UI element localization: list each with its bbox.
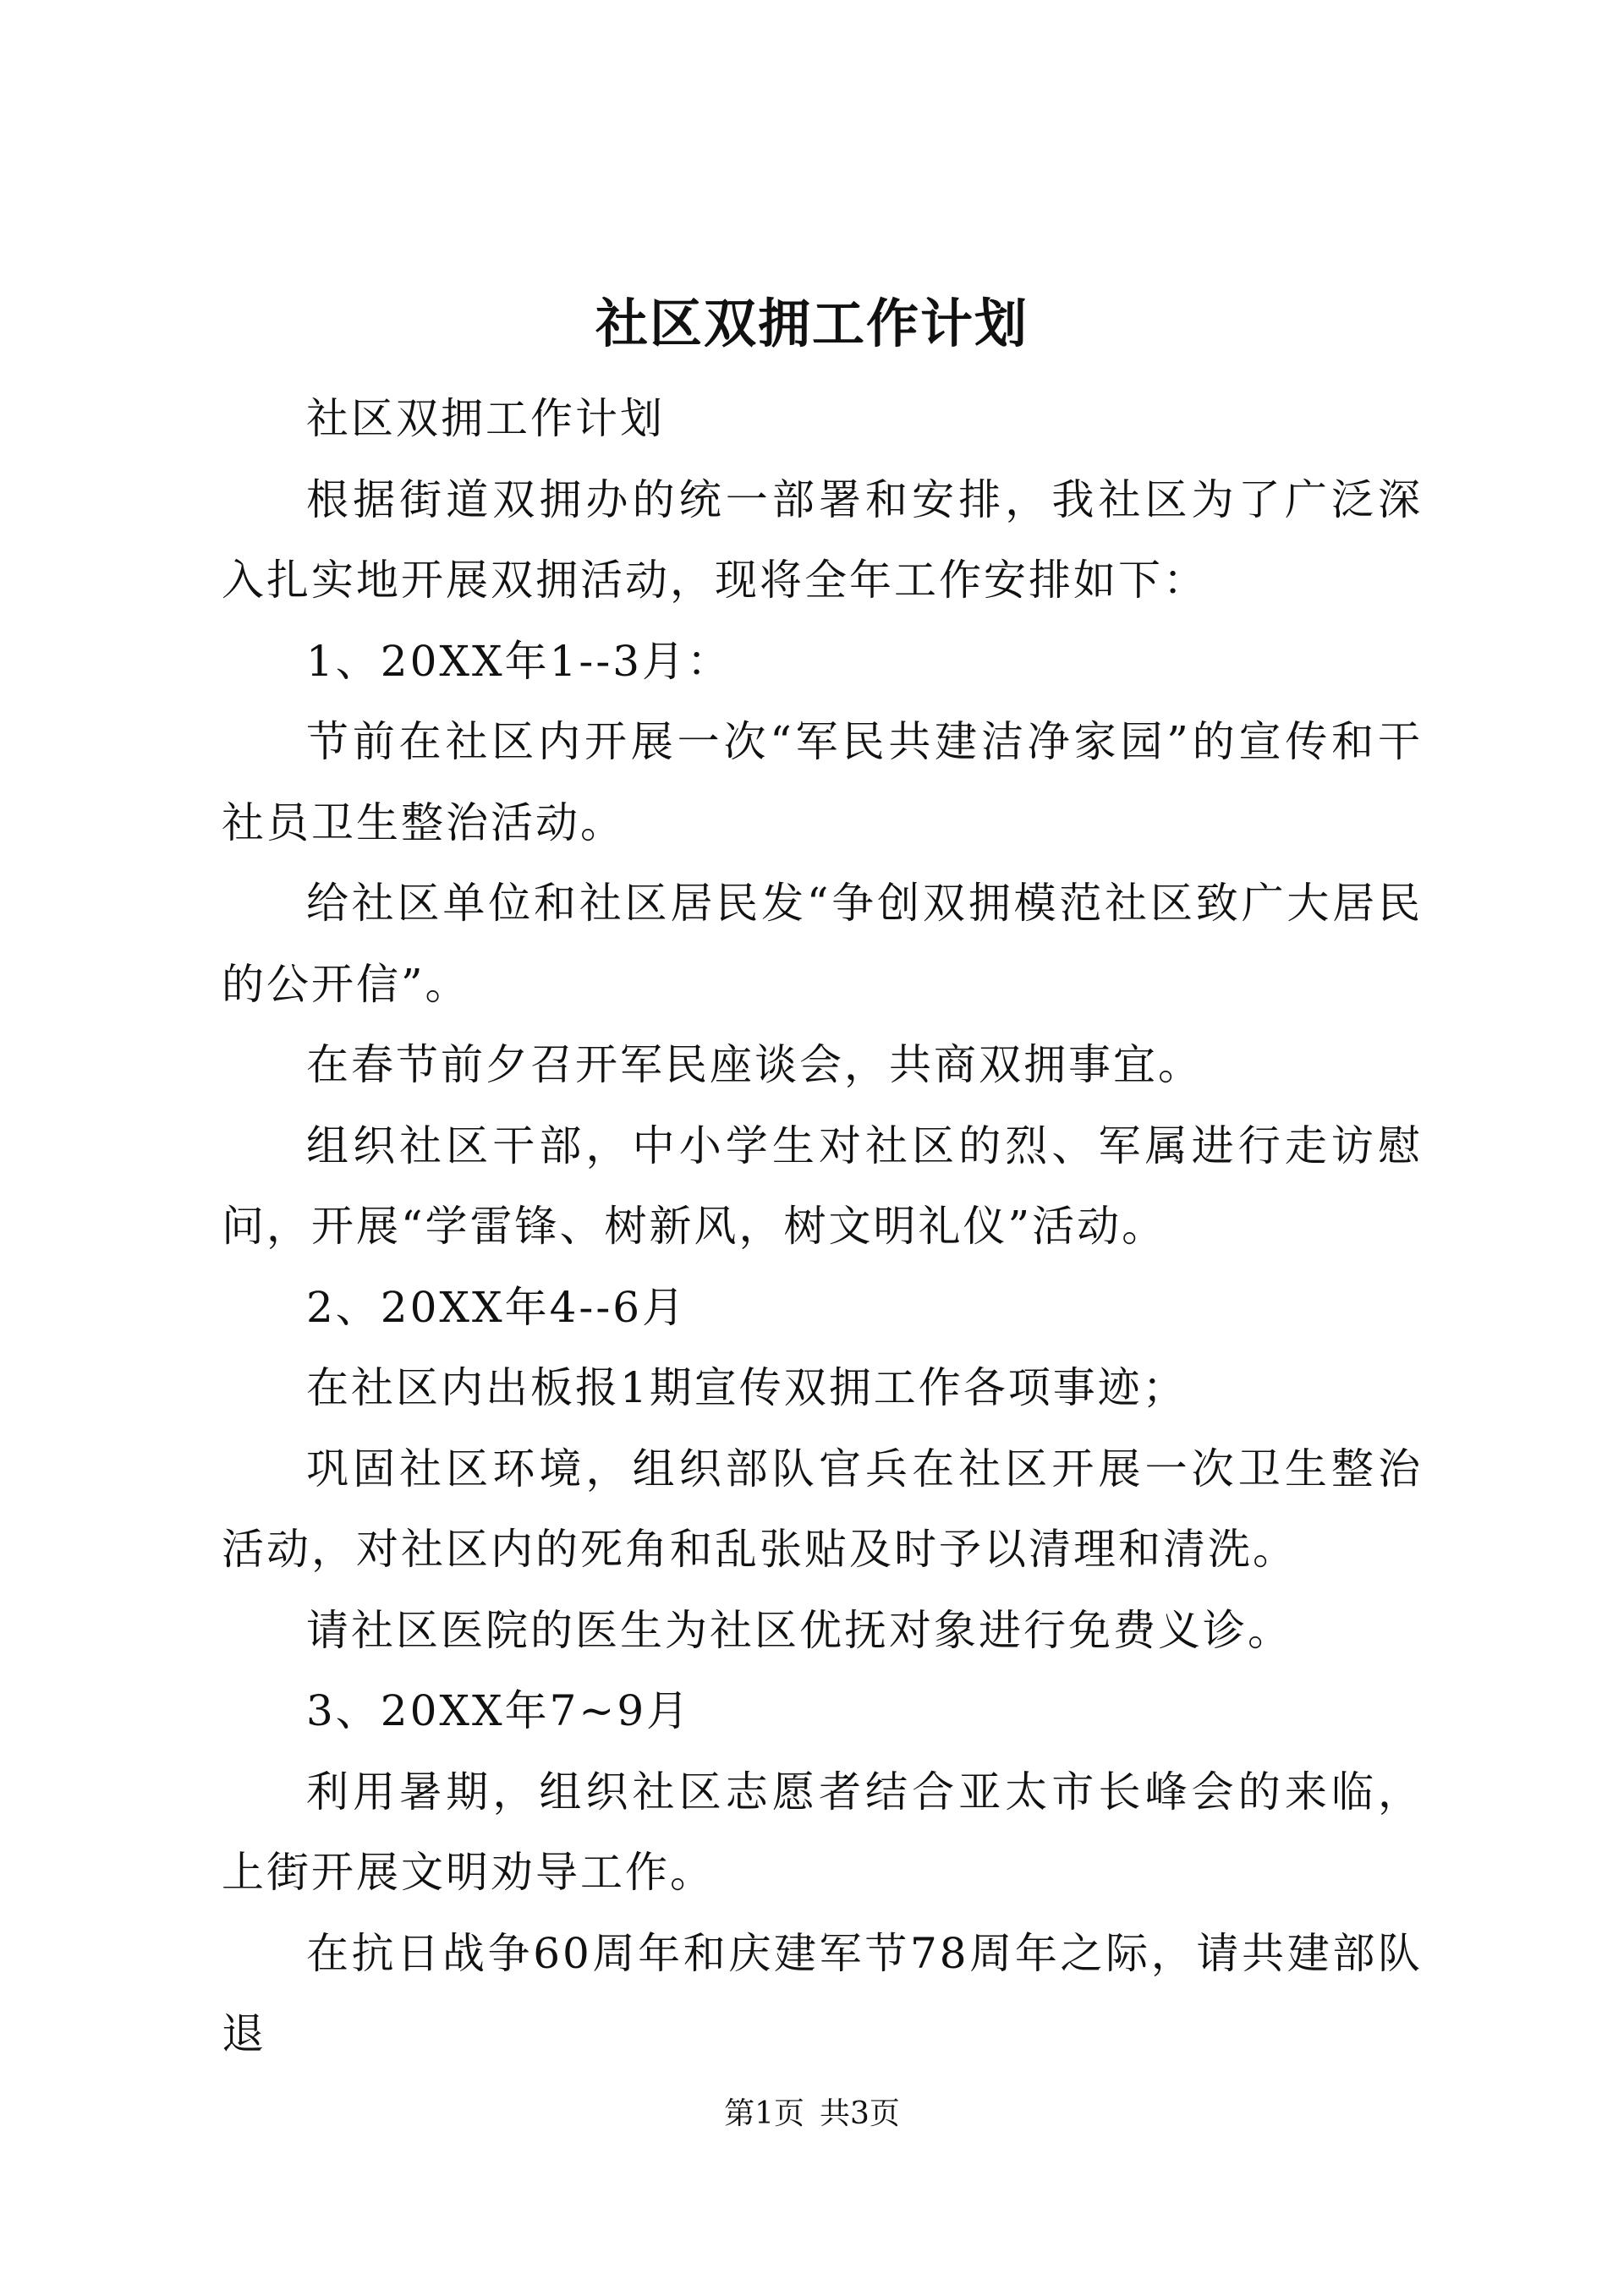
paragraph-intro: 根据街道双拥办的统一部署和安排，我社区为了广泛深入扎实地开展双拥活动，现将全年工作安排如下：	[222, 474, 1423, 605]
section-heading-q3: 3、20XX年7~9月	[306, 1686, 692, 1735]
paragraph-heading: 社区双拥工作计划	[306, 394, 665, 443]
paragraph: 在春节前夕召开军民座谈会，共商双拥事宜。	[306, 1040, 1203, 1089]
document-body	[222, 379, 1423, 2075]
paragraph: 组织社区干部，中小学生对社区的烈、军属进行走访慰问，开展“学雷锋、树新风，树文明礼仪”活动。	[222, 1121, 1423, 1251]
paragraph: 节前在社区内开展一次“军民共建洁净家园”的宣传和干社员卫生整治活动。	[222, 717, 1423, 847]
paragraph: 给社区单位和社区居民发“争创双拥模范社区致广大居民的公开信”。	[222, 879, 1423, 1009]
paragraph: 在抗日战争60周年和庆建军节78周年之际，请共建部队退	[222, 1928, 1423, 2058]
paragraph: 利用暑期，组织社区志愿者结合亚太市长峰会的来临，上街开展文明劝导工作。	[222, 1767, 1423, 1897]
page-footer	[0, 2089, 1624, 2140]
section-heading-q2: 2、20XX年4--6月	[306, 1282, 688, 1332]
section-heading-q1: 1、20XX年1--3月：	[306, 636, 732, 686]
paragraph: 巩固社区环境，组织部队官兵在社区开展一次卫生整治活动，对社区内的死角和乱张贴及时予以清理和清洗。	[222, 1444, 1423, 1574]
paragraph: 在社区内出板报1期宣传双拥工作各项事迹；	[306, 1363, 1188, 1412]
page-number: 第1页	[724, 2096, 804, 2131]
paragraph: 请社区医院的医生为社区优抚对象进行免费义诊。	[306, 1605, 1292, 1655]
page-total: 共3页	[820, 2096, 900, 2131]
page-title: 社区双拥工作计划	[595, 293, 1029, 354]
